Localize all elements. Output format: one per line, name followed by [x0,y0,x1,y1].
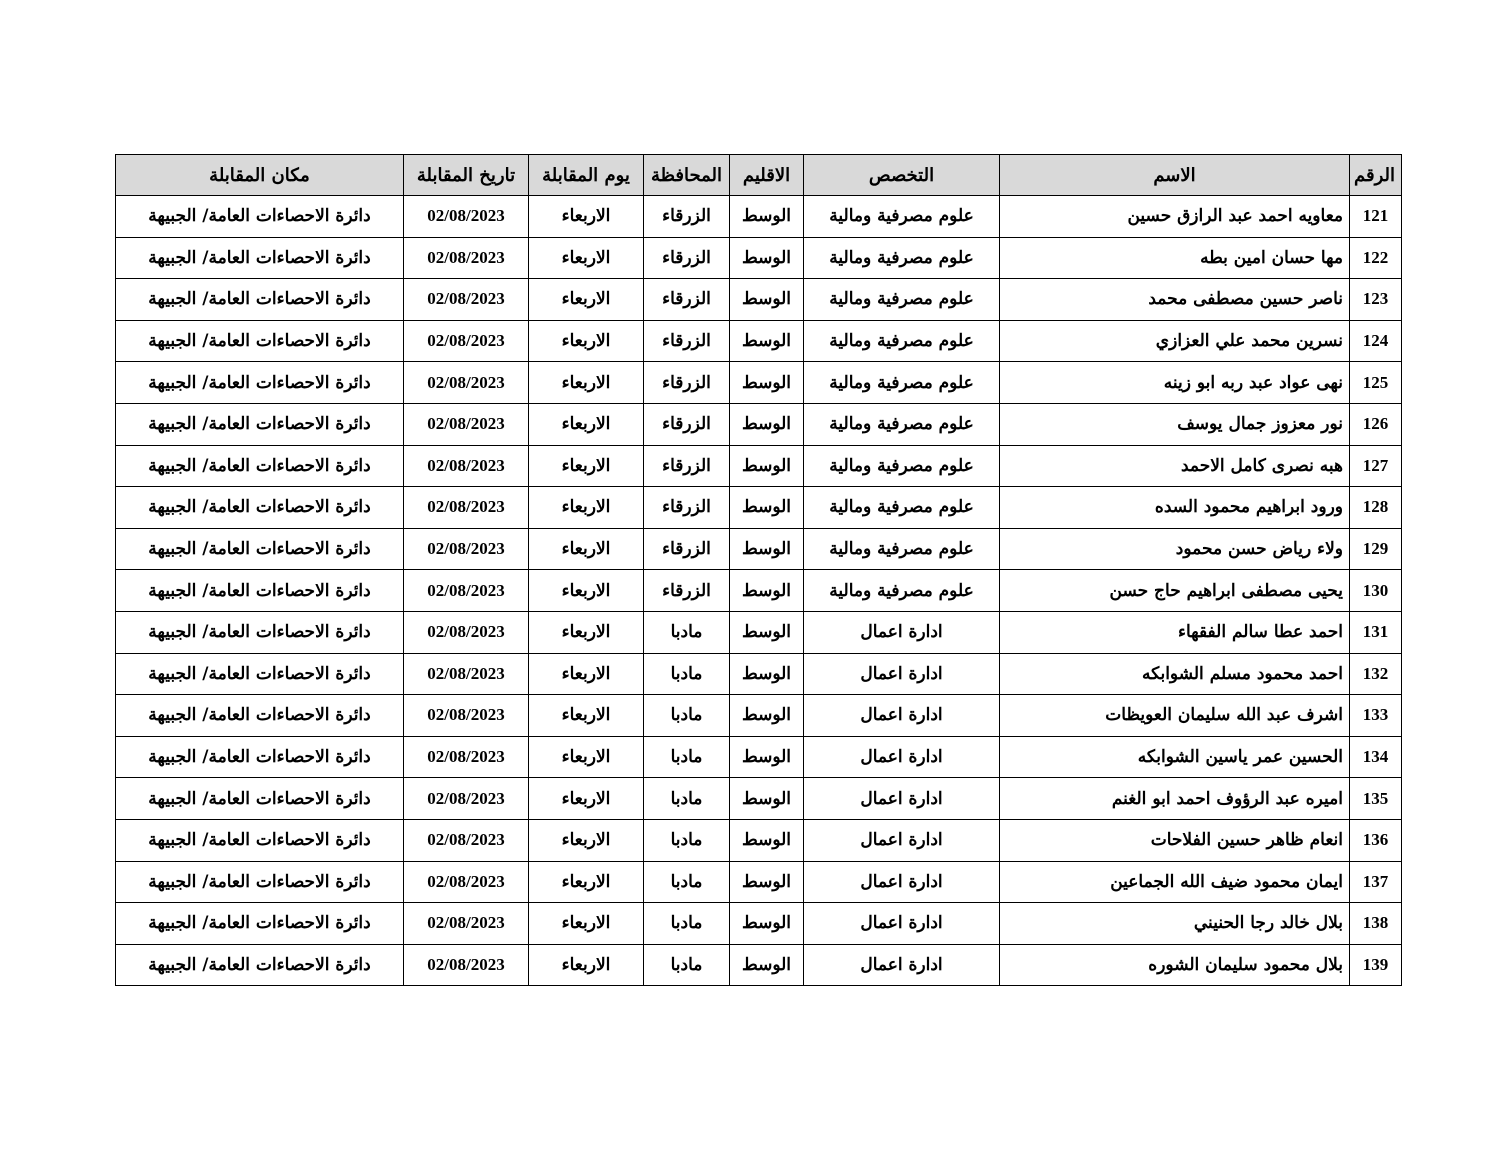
row-interview-place: دائرة الاحصاءات العامة/ الجبيهة [116,362,404,404]
row-number: 121 [1350,196,1402,238]
row-name: احمد محمود مسلم الشوابكه [1000,653,1350,695]
row-interview-date: 02/08/2023 [404,903,529,945]
row-name: ايمان محمود ضيف الله الجماعين [1000,861,1350,903]
row-interview-date: 02/08/2023 [404,944,529,986]
row-specialization: ادارة اعمال [804,861,1000,903]
row-region: الوسط [730,487,804,529]
row-governorate: الزرقاء [644,403,730,445]
row-interview-day: الاربعاء [529,570,644,612]
row-interview-date: 02/08/2023 [404,695,529,737]
table-row [116,445,1402,487]
row-governorate: الزرقاء [644,237,730,279]
row-region: الوسط [730,237,804,279]
row-name: اميره عبد الرؤوف احمد ابو الغنم [1000,778,1350,820]
row-interview-day: الاربعاء [529,736,644,778]
row-region: الوسط [730,362,804,404]
row-interview-place: دائرة الاحصاءات العامة/ الجبيهة [116,445,404,487]
row-specialization: ادارة اعمال [804,736,1000,778]
row-interview-place: دائرة الاحصاءات العامة/ الجبيهة [116,196,404,238]
row-name: مها حسان امين بطه [1000,237,1350,279]
row-interview-day: الاربعاء [529,403,644,445]
row-name: معاويه احمد عبد الرازق حسين [1000,196,1350,238]
row-interview-place: دائرة الاحصاءات العامة/ الجبيهة [116,695,404,737]
header-num: الرقم [1350,155,1402,196]
row-interview-date: 02/08/2023 [404,237,529,279]
row-governorate: الزرقاء [644,528,730,570]
row-interview-place: دائرة الاحصاءات العامة/ الجبيهة [116,611,404,653]
row-interview-place: دائرة الاحصاءات العامة/ الجبيهة [116,570,404,612]
row-specialization: ادارة اعمال [804,944,1000,986]
row-name: نور معزوز جمال يوسف [1000,403,1350,445]
row-name: الحسين عمر ياسين الشوابكه [1000,736,1350,778]
row-specialization: علوم مصرفية ومالية [804,528,1000,570]
row-region: الوسط [730,861,804,903]
row-region: الوسط [730,736,804,778]
row-interview-date: 02/08/2023 [404,861,529,903]
row-interview-day: الاربعاء [529,196,644,238]
row-interview-date: 02/08/2023 [404,403,529,445]
row-interview-date: 02/08/2023 [404,279,529,321]
row-interview-day: الاربعاء [529,653,644,695]
row-interview-day: الاربعاء [529,819,644,861]
row-interview-date: 02/08/2023 [404,653,529,695]
row-region: الوسط [730,445,804,487]
row-interview-place: دائرة الاحصاءات العامة/ الجبيهة [116,819,404,861]
row-interview-date: 02/08/2023 [404,570,529,612]
row-interview-day: الاربعاء [529,944,644,986]
header-interview-date: تاريخ المقابلة [404,155,529,196]
row-number: 134 [1350,736,1402,778]
row-region: الوسط [730,196,804,238]
table-row [116,403,1402,445]
row-governorate: الزرقاء [644,320,730,362]
row-number: 135 [1350,778,1402,820]
row-number: 133 [1350,695,1402,737]
row-interview-place: دائرة الاحصاءات العامة/ الجبيهة [116,736,404,778]
row-number: 124 [1350,320,1402,362]
header-region: الاقليم [730,155,804,196]
row-region: الوسط [730,279,804,321]
row-interview-place: دائرة الاحصاءات العامة/ الجبيهة [116,279,404,321]
table-row [116,528,1402,570]
row-number: 125 [1350,362,1402,404]
row-region: الوسط [730,403,804,445]
row-specialization: ادارة اعمال [804,695,1000,737]
row-specialization: علوم مصرفية ومالية [804,445,1000,487]
row-number: 129 [1350,528,1402,570]
row-interview-place: دائرة الاحصاءات العامة/ الجبيهة [116,487,404,529]
table-header-row [116,155,1402,196]
row-interview-date: 02/08/2023 [404,362,529,404]
table-row [116,196,1402,238]
row-name: نسرين محمد علي العزازي [1000,320,1350,362]
row-name: ناصر حسين مصطفى محمد [1000,279,1350,321]
header-governorate: المحافظة [644,155,730,196]
row-number: 131 [1350,611,1402,653]
row-governorate: مادبا [644,695,730,737]
row-interview-day: الاربعاء [529,861,644,903]
row-governorate: الزرقاء [644,362,730,404]
row-specialization: علوم مصرفية ومالية [804,237,1000,279]
row-name: احمد عطا سالم الفقهاء [1000,611,1350,653]
row-specialization: ادارة اعمال [804,653,1000,695]
row-region: الوسط [730,570,804,612]
header-interview-place: مكان المقابلة [116,155,404,196]
row-number: 130 [1350,570,1402,612]
table-row [116,653,1402,695]
row-name: ولاء رياض حسن محمود [1000,528,1350,570]
row-interview-place: دائرة الاحصاءات العامة/ الجبيهة [116,320,404,362]
row-governorate: الزرقاء [644,570,730,612]
row-number: 122 [1350,237,1402,279]
row-interview-place: دائرة الاحصاءات العامة/ الجبيهة [116,903,404,945]
row-interview-day: الاربعاء [529,320,644,362]
row-interview-place: دائرة الاحصاءات العامة/ الجبيهة [116,403,404,445]
table-row [116,237,1402,279]
row-name: بلال خالد رجا الحنيني [1000,903,1350,945]
table-row [116,903,1402,945]
row-governorate: مادبا [644,861,730,903]
table-row [116,611,1402,653]
row-interview-date: 02/08/2023 [404,778,529,820]
row-name: انعام ظاهر حسين الفلاحات [1000,819,1350,861]
row-interview-day: الاربعاء [529,487,644,529]
row-interview-date: 02/08/2023 [404,487,529,529]
row-interview-day: الاربعاء [529,778,644,820]
table-row [116,778,1402,820]
row-interview-day: الاربعاء [529,237,644,279]
row-governorate: مادبا [644,653,730,695]
row-number: 127 [1350,445,1402,487]
row-region: الوسط [730,695,804,737]
interview-schedule-table [115,154,1402,986]
row-number: 132 [1350,653,1402,695]
row-interview-place: دائرة الاحصاءات العامة/ الجبيهة [116,944,404,986]
header-interview-day: يوم المقابلة [529,155,644,196]
row-number: 123 [1350,279,1402,321]
row-specialization: علوم مصرفية ومالية [804,570,1000,612]
row-number: 126 [1350,403,1402,445]
row-specialization: ادارة اعمال [804,611,1000,653]
row-governorate: مادبا [644,903,730,945]
row-governorate: مادبا [644,778,730,820]
row-governorate: مادبا [644,819,730,861]
row-number: 139 [1350,944,1402,986]
row-interview-date: 02/08/2023 [404,736,529,778]
row-interview-place: دائرة الاحصاءات العامة/ الجبيهة [116,653,404,695]
table-row [116,279,1402,321]
row-specialization: علوم مصرفية ومالية [804,403,1000,445]
row-name: هبه نصرى كامل الاحمد [1000,445,1350,487]
header-name: الاسم [1000,155,1350,196]
row-number: 138 [1350,903,1402,945]
row-governorate: مادبا [644,611,730,653]
row-governorate: مادبا [644,944,730,986]
table-body [116,196,1402,986]
table-row [116,736,1402,778]
row-name: يحيى مصطفى ابراهيم حاج حسن [1000,570,1350,612]
row-name: نهى عواد عبد ربه ابو زينه [1000,362,1350,404]
row-number: 137 [1350,861,1402,903]
row-interview-place: دائرة الاحصاءات العامة/ الجبيهة [116,861,404,903]
row-interview-place: دائرة الاحصاءات العامة/ الجبيهة [116,528,404,570]
row-region: الوسط [730,528,804,570]
table-row [116,695,1402,737]
table-row [116,487,1402,529]
row-specialization: علوم مصرفية ومالية [804,362,1000,404]
table-row [116,362,1402,404]
row-interview-day: الاربعاء [529,279,644,321]
row-interview-date: 02/08/2023 [404,819,529,861]
row-name: ورود ابراهيم محمود السده [1000,487,1350,529]
row-specialization: ادارة اعمال [804,778,1000,820]
row-region: الوسط [730,778,804,820]
row-region: الوسط [730,320,804,362]
row-interview-place: دائرة الاحصاءات العامة/ الجبيهة [116,237,404,279]
row-specialization: ادارة اعمال [804,903,1000,945]
row-region: الوسط [730,819,804,861]
row-specialization: علوم مصرفية ومالية [804,279,1000,321]
table-row [116,570,1402,612]
row-region: الوسط [730,903,804,945]
row-interview-place: دائرة الاحصاءات العامة/ الجبيهة [116,778,404,820]
table-row [116,944,1402,986]
row-interview-day: الاربعاء [529,445,644,487]
row-region: الوسط [730,653,804,695]
row-specialization: علوم مصرفية ومالية [804,320,1000,362]
row-interview-date: 02/08/2023 [404,320,529,362]
row-interview-date: 02/08/2023 [404,445,529,487]
row-specialization: علوم مصرفية ومالية [804,196,1000,238]
row-interview-date: 02/08/2023 [404,611,529,653]
row-governorate: الزرقاء [644,279,730,321]
header-specialization: التخصص [804,155,1000,196]
table-row [116,320,1402,362]
row-governorate: مادبا [644,736,730,778]
table-row [116,819,1402,861]
row-number: 136 [1350,819,1402,861]
row-interview-day: الاربعاء [529,611,644,653]
row-region: الوسط [730,611,804,653]
row-interview-date: 02/08/2023 [404,528,529,570]
row-interview-date: 02/08/2023 [404,196,529,238]
row-governorate: الزرقاء [644,196,730,238]
row-interview-day: الاربعاء [529,362,644,404]
table-row [116,861,1402,903]
row-interview-day: الاربعاء [529,528,644,570]
row-governorate: الزرقاء [644,445,730,487]
row-name: بلال محمود سليمان الشوره [1000,944,1350,986]
row-number: 128 [1350,487,1402,529]
row-specialization: ادارة اعمال [804,819,1000,861]
row-governorate: الزرقاء [644,487,730,529]
row-region: الوسط [730,944,804,986]
row-interview-day: الاربعاء [529,695,644,737]
row-name: اشرف عبد الله سليمان العويظات [1000,695,1350,737]
row-specialization: علوم مصرفية ومالية [804,487,1000,529]
row-interview-day: الاربعاء [529,903,644,945]
